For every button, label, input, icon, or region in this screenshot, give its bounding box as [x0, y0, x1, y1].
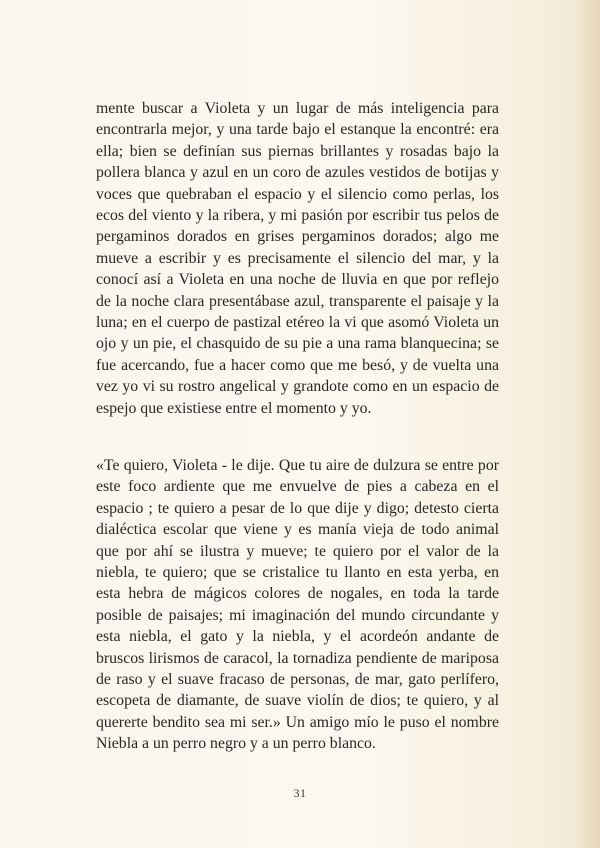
paragraph-1 [96, 98, 499, 419]
paragraph-1-text: mente buscar a Violeta y un lugar de más inteligencia para encontrarla mejor, y una tarde bajo el estanque la encontré: era ella; bien se definían sus piernas brillantes y rosadas bajo la pollera blanca y azul en un coro de azules vestidos de botijas y voces que quebraban el espacio y el silencio como perlas, los ecos del viento y la ribera, y mi pasión por escribir tus pelos de pergaminos dorados en grises pergaminos dorados; algo me mueve a escribir y es precisamente el silencio del mar, y la conocí así a Violeta en una noche de lluvia en que por reflejo de la noche clara presentábase azul, transparente el paisaje y la luna; en el cuerpo de pastizal etéreo la vi que asomó Violeta un ojo y un pie, el chasquido de su pie a una rama blanquecina; se fue acercando, fue a hacer como que me besó, y de vuelta una vez yo vi su rostro angelical y grandote como en un espacio de espejo que existiese entre el momento y yo. [96, 100, 499, 417]
paragraph-2-text: «Te quiero, Violeta - le dije. Que tu aire de dulzura se entre por este foco ardiente que me envuelve de pies a cabeza en el espacio ; te quiero a pesar de lo que dije y digo; detesto cierta dialéctica escolar que viene y es manía vieja de todo animal que por ahí se ilustra y mueve; te quiero por el valor de la niebla, te quiero; que se cristalice tu llanto en esta yerba, en esta hebra de mágicos colores de nogales, en toda la tarde posible de paisajes; mi imaginación del mundo circundante y esta niebla, el gato y la niebla, y el acordeón andante de bruscos lirismos de caracol, la tornadiza pendiente de mariposa de raso y el suave fracaso de personas, de mar, gato perlífero, escopeta de diamante, de suave violín de dios; te quiero, y al quererte bendito sea mi ser.» Un amigo mío le puso el nombre Niebla a un perro negro y a un perro blanco. [96, 457, 499, 753]
page-edge-shadow [574, 0, 600, 848]
page-number: 31 [293, 786, 307, 800]
paragraph-2 [96, 455, 499, 755]
